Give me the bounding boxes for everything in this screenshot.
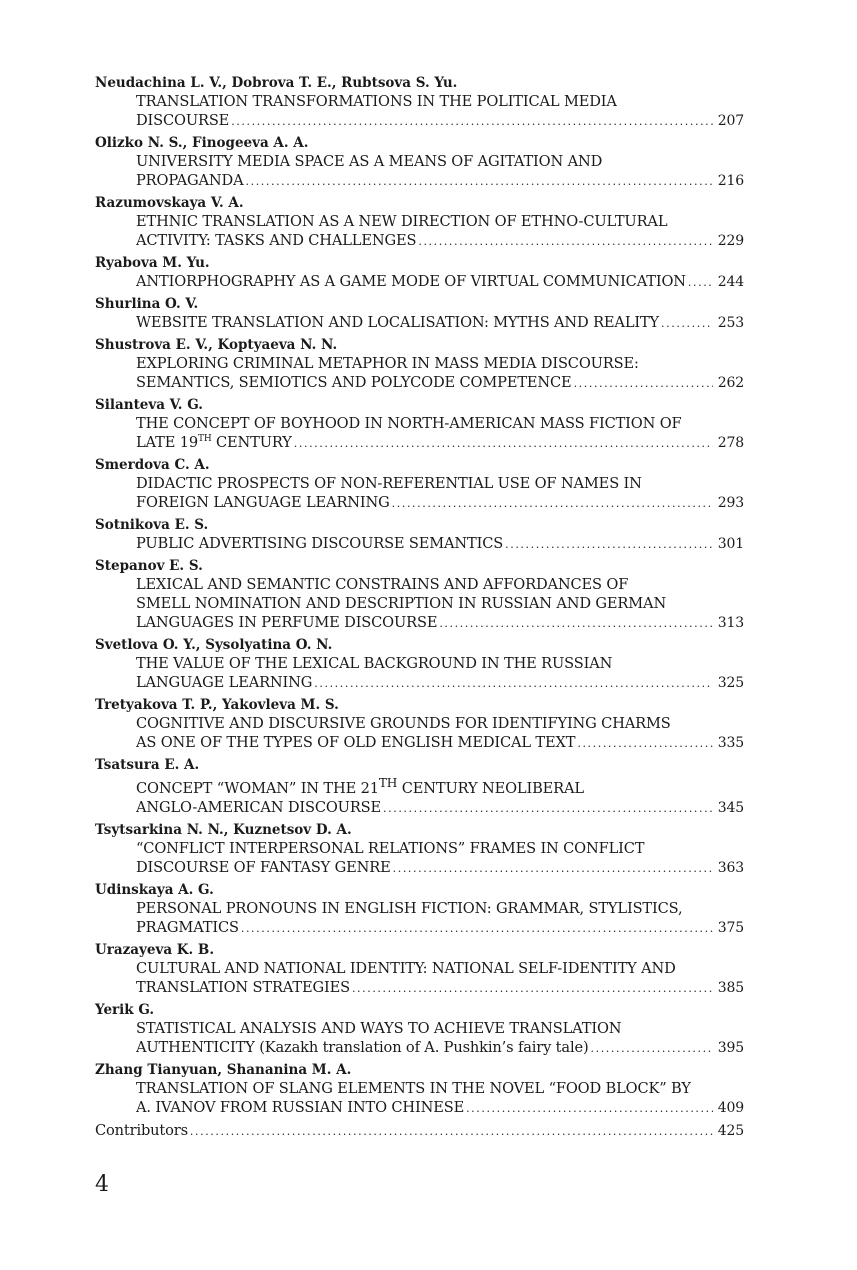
toc-entry[interactable]: [95, 336, 744, 393]
entry-title-last-line: [95, 673, 744, 693]
dot-leader: [314, 674, 712, 693]
entry-authors: Razumovskaya V. A.: [95, 195, 244, 211]
dot-leader: [688, 273, 713, 292]
entry-title-line: DIDACTIC PROSPECTS OF NON-REFERENTIAL USE OF NAMES IN: [136, 475, 642, 492]
page-ref[interactable]: 345: [717, 799, 744, 816]
title-text: LATE 19: [136, 434, 198, 451]
page-ref[interactable]: 262: [717, 375, 744, 391]
entry-authors: Neudachina L. V., Dobrova T. E., Rubtsova S. Yu.: [95, 75, 458, 91]
entry-title-line: ETHNIC TRANSLATION AS A NEW DIRECTION OF ETHNO-CULTURAL: [136, 213, 668, 230]
title-text: PROPAGANDA: [136, 172, 244, 189]
entry-title-line: THE VALUE OF THE LEXICAL BACKGROUND IN THE RUSSIAN: [136, 655, 613, 672]
entry-authors: Urazayeva K. B.: [95, 941, 215, 958]
entry-title-last-line: [95, 613, 744, 633]
dot-leader: [383, 799, 713, 818]
toc-entry[interactable]: [95, 194, 744, 251]
entry-authors: Ryabova M. Yu.: [95, 255, 210, 271]
title-text: LANGUAGE LEARNING: [136, 674, 313, 691]
title-text: ANTIORPHOGRAPHY AS A GAME MODE OF VIRTUAL COMMUNICATION: [136, 273, 686, 290]
toc-entry[interactable]: [95, 134, 744, 191]
dot-leader: [246, 172, 713, 191]
entry-authors: Svetlova O. Y., Sysolyatina O. N.: [95, 637, 333, 653]
entry-title-last-line: [95, 111, 744, 131]
dot-leader: [231, 112, 713, 131]
entry-authors: Smerdova C. A.: [95, 457, 210, 473]
dot-leader: [418, 232, 712, 251]
entry-title-last-line: [95, 1098, 744, 1118]
toc-entry[interactable]: [95, 456, 744, 513]
entry-authors: Tretyakova T. P., Yakovleva M. S.: [95, 697, 339, 713]
page-ref[interactable]: 229: [717, 233, 744, 249]
entry-authors: Zhang Tianyuan, Shananina M. A.: [95, 1061, 352, 1078]
title-text: TRANSLATION STRATEGIES: [136, 978, 350, 996]
entry-title-line: COGNITIVE AND DISCURSIVE GROUNDS FOR IDENTIFYING CHARMS: [136, 715, 671, 732]
page-ref[interactable]: 409: [717, 1099, 744, 1116]
title-text: CENTURY: [211, 434, 292, 451]
page-ref[interactable]: 363: [717, 859, 744, 876]
dot-leader: [392, 494, 713, 513]
toc-entry-contributors[interactable]: [95, 1121, 744, 1141]
entry-title-last-line: [95, 231, 744, 251]
dot-leader: [190, 1122, 713, 1141]
dot-leader: [661, 314, 713, 333]
dot-leader: [577, 734, 712, 753]
entry-title-last-line: [95, 918, 744, 938]
dot-leader: [574, 374, 713, 393]
toc-entry[interactable]: [95, 516, 744, 554]
page-ref[interactable]: 253: [717, 315, 744, 331]
title-text: ACTIVITY: TASKS AND CHALLENGES: [136, 232, 417, 249]
entry-authors: Shurlina O. V.: [95, 296, 199, 312]
title-text: DISCOURSE: [136, 112, 230, 129]
toc-entry[interactable]: [95, 74, 744, 131]
page-ref[interactable]: 395: [717, 1039, 744, 1056]
superscript: TH: [197, 434, 212, 445]
title-text: LANGUAGES IN PERFUME DISCOURSE: [136, 614, 438, 631]
page-ref[interactable]: 325: [717, 675, 744, 691]
entry-title-line: [95, 774, 744, 798]
page-ref[interactable]: 244: [717, 274, 744, 290]
dot-leader: [466, 1099, 713, 1118]
page-ref[interactable]: 278: [717, 435, 744, 451]
entry-title-line: SMELL NOMINATION AND DESCRIPTION IN RUSSIAN AND GERMAN: [136, 595, 667, 612]
title-text: [136, 433, 292, 452]
page-ref[interactable]: 301: [717, 536, 744, 552]
page-ref[interactable]: 313: [717, 615, 744, 631]
toc-entry[interactable]: [95, 941, 744, 998]
entry-authors: Yerik G.: [95, 1001, 155, 1018]
entry-title-line: PERSONAL PRONOUNS IN ENGLISH FICTION: GRAMMAR, STYLISTICS,: [136, 899, 683, 917]
entry-title-line: LEXICAL AND SEMANTIC CONSTRAINS AND AFFORDANCES OF: [136, 576, 629, 593]
entry-authors: Sotnikova E. S.: [95, 517, 209, 533]
entry-title-last-line: [95, 373, 744, 393]
title-text: CONCEPT “WOMAN” IN THE 21: [136, 779, 379, 797]
entry-title-last-line: [95, 433, 744, 453]
contributors-label: Contributors: [95, 1121, 188, 1139]
dot-leader: [352, 979, 713, 998]
entry-title-last-line: [95, 978, 744, 998]
entry-title-line: TRANSLATION TRANSFORMATIONS IN THE POLITICAL MEDIA: [136, 93, 617, 110]
dot-leader: [241, 919, 713, 938]
title-text: PUBLIC ADVERTISING DISCOURSE SEMANTICS: [136, 535, 504, 552]
entry-title-last-line: [95, 493, 744, 513]
entry-title-last-line: [95, 798, 744, 818]
dot-leader: [393, 859, 713, 878]
toc-entry[interactable]: [95, 756, 744, 818]
toc-entry[interactable]: [95, 821, 744, 878]
entry-title-last-line: [95, 858, 744, 878]
toc-entry[interactable]: [95, 696, 744, 753]
toc-entry[interactable]: [95, 295, 744, 333]
entry-authors: Stepanov E. S.: [95, 558, 203, 574]
page-ref[interactable]: 293: [717, 495, 744, 511]
entry-title-line: EXPLORING CRIMINAL METAPHOR IN MASS MEDIA DISCOURSE:: [136, 355, 639, 372]
toc-entry[interactable]: [95, 557, 744, 633]
title-text: A. IVANOV FROM RUSSIAN INTO CHINESE: [136, 1098, 465, 1116]
page-number: 4: [95, 1172, 109, 1197]
page-ref[interactable]: 207: [717, 113, 744, 129]
entry-title-line: THE CONCEPT OF BOYHOOD IN NORTH-AMERICAN MASS FICTION OF: [136, 415, 682, 432]
superscript: TH: [378, 776, 398, 790]
entry-title-line: TRANSLATION OF SLANG ELEMENTS IN THE NOVEL “FOOD BLOCK” BY: [136, 1079, 691, 1097]
entry-title-line: CULTURAL AND NATIONAL IDENTITY: NATIONAL SELF-IDENTITY AND: [136, 959, 676, 977]
title-text: AS ONE OF THE TYPES OF OLD ENGLISH MEDICAL TEXT: [136, 734, 576, 751]
title-text: CENTURY NEOLIBERAL: [397, 779, 584, 797]
entry-authors: Tsatsura E. A.: [95, 757, 200, 773]
entry-title-last-line: [95, 534, 744, 554]
toc-entry[interactable]: [95, 1061, 744, 1118]
page-ref[interactable]: 425: [717, 1122, 744, 1139]
title-text: SEMANTICS, SEMIOTICS AND POLYCODE COMPETENCE: [136, 374, 572, 391]
entry-authors: Tsytsarkina N. N., Kuznetsov D. A.: [95, 821, 352, 838]
title-text: PRAGMATICS: [136, 918, 239, 936]
title-text: AUTHENTICITY (Kazakh translation of A. Pushkin’s fairy tale): [136, 1038, 589, 1056]
dot-leader: [591, 1039, 713, 1058]
page-ref[interactable]: 375: [717, 919, 744, 936]
title-text: ANGLO-AMERICAN DISCOURSE: [136, 798, 382, 816]
entry-authors: Silanteva V. G.: [95, 397, 203, 413]
entry-authors: Olizko N. S., Finogeeva A. A.: [95, 135, 309, 151]
title-text: WEBSITE TRANSLATION AND LOCALISATION: MYTHS AND REALITY: [136, 314, 660, 331]
dot-leader: [439, 614, 712, 633]
toc-entry[interactable]: [95, 1001, 744, 1058]
dot-leader: [294, 434, 713, 453]
toc-entry[interactable]: [95, 396, 744, 453]
toc-entry[interactable]: [95, 254, 744, 292]
entry-title-last-line: [95, 171, 744, 191]
entry-title-line: UNIVERSITY MEDIA SPACE AS A MEANS OF AGITATION AND: [136, 153, 603, 170]
page-ref[interactable]: 216: [717, 173, 744, 189]
title-text: DISCOURSE OF FANTASY GENRE: [136, 858, 391, 876]
toc-entry[interactable]: [95, 636, 744, 693]
entry-title-last-line: [95, 272, 744, 292]
dot-leader: [505, 535, 713, 554]
page-ref[interactable]: 385: [717, 979, 744, 996]
entry-title-last-line: [95, 313, 744, 333]
entry-title-line: STATISTICAL ANALYSIS AND WAYS TO ACHIEVE TRANSLATION: [136, 1019, 622, 1037]
table-of-contents: [95, 74, 744, 1141]
entry-title-last-line: [95, 733, 744, 753]
entry-authors: Shustrova E. V., Koptyaeva N. N.: [95, 337, 338, 353]
toc-entry[interactable]: [95, 881, 744, 938]
entry-title-line: “CONFLICT INTERPERSONAL RELATIONS” FRAMES IN CONFLICT: [136, 839, 645, 857]
entry-authors: Udinskaya A. G.: [95, 881, 214, 898]
title-text: FOREIGN LANGUAGE LEARNING: [136, 494, 390, 511]
entry-title-last-line: [95, 1038, 744, 1058]
page-ref[interactable]: 335: [717, 735, 744, 751]
